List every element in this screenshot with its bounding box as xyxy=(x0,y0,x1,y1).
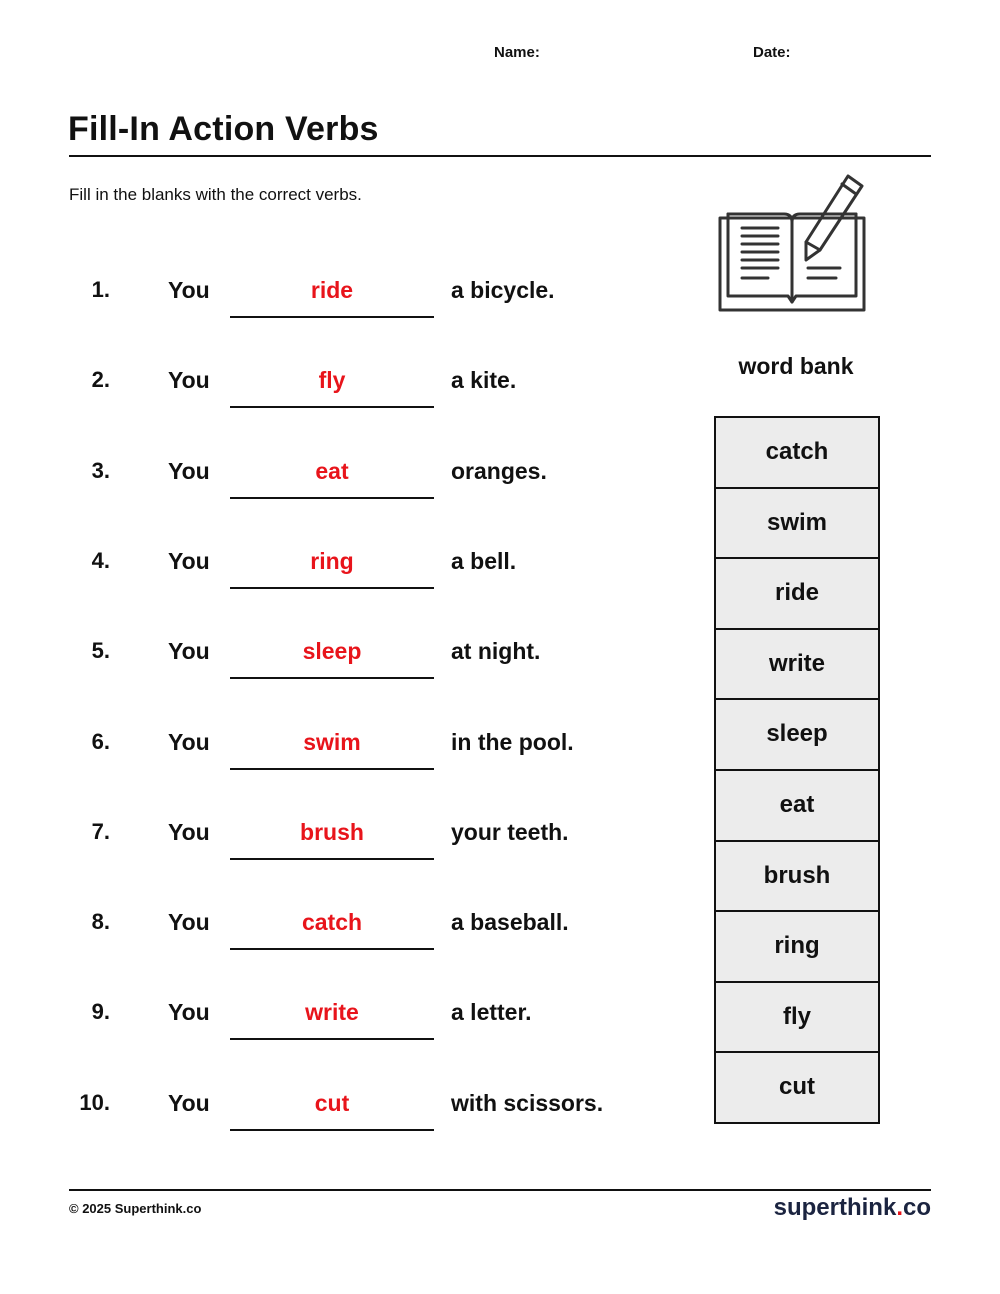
word-bank-item: catch xyxy=(716,418,878,489)
question-number: 6. xyxy=(91,728,110,754)
copyright-text: © 2025 Superthink.co xyxy=(69,1201,202,1216)
answer-text[interactable]: cut xyxy=(314,1089,350,1116)
question-row xyxy=(0,616,700,706)
answer-blank-line xyxy=(230,858,434,860)
question-row xyxy=(0,526,700,616)
word-bank-item: swim xyxy=(716,489,878,560)
brand-tld: co xyxy=(902,1194,931,1221)
answer-text[interactable]: ring xyxy=(310,547,354,574)
name-label: Name: xyxy=(494,44,540,61)
question-subject: You xyxy=(168,457,210,484)
question-predicate: a bicycle. xyxy=(451,277,555,303)
answer-blank-line xyxy=(230,1129,434,1131)
question-row xyxy=(0,436,700,526)
question-subject: You xyxy=(168,1089,210,1116)
footer-divider xyxy=(69,1189,931,1191)
answer-text[interactable]: swim xyxy=(303,728,361,755)
question-predicate: a kite. xyxy=(451,367,517,394)
answer-blank-line xyxy=(230,316,434,318)
title-divider xyxy=(69,155,931,157)
answer-blank-line xyxy=(230,497,434,499)
answer-blank-line xyxy=(230,677,434,679)
question-subject: You xyxy=(168,277,210,303)
word-bank-title: word bank xyxy=(738,353,854,379)
question-predicate: a bell. xyxy=(451,547,517,574)
word-bank-item: sleep xyxy=(716,700,878,771)
question-number: 3. xyxy=(91,457,110,483)
answer-text[interactable]: fly xyxy=(318,367,346,394)
answer-blank-line xyxy=(230,1038,434,1040)
brand-logo[interactable] xyxy=(774,1194,931,1222)
question-row xyxy=(0,887,700,977)
question-predicate: a letter. xyxy=(451,999,532,1026)
question-subject: You xyxy=(168,728,210,755)
answer-blank-line xyxy=(230,406,434,408)
answer-text[interactable]: ride xyxy=(310,277,354,303)
answer-text[interactable]: eat xyxy=(315,457,349,484)
question-subject: You xyxy=(168,367,210,394)
question-subject: You xyxy=(168,547,210,574)
word-bank-table xyxy=(714,416,880,1124)
question-number: 4. xyxy=(91,547,110,573)
question-row xyxy=(0,797,700,887)
question-row xyxy=(0,255,700,345)
question-subject: You xyxy=(168,638,210,665)
question-predicate: a baseball. xyxy=(451,909,569,936)
word-bank-item: fly xyxy=(716,983,878,1054)
question-subject: You xyxy=(168,999,210,1026)
brand-dot: . xyxy=(896,1194,903,1221)
question-row xyxy=(0,345,700,435)
answer-text[interactable]: catch xyxy=(301,909,363,936)
question-number: 8. xyxy=(91,909,110,935)
question-subject: You xyxy=(168,909,210,936)
question-number: 9. xyxy=(91,999,110,1025)
answer-text[interactable]: brush xyxy=(300,818,364,845)
word-bank-item: brush xyxy=(716,842,878,913)
question-row xyxy=(0,977,700,1067)
answer-blank-line xyxy=(230,587,434,589)
word-bank-item: ride xyxy=(716,559,878,630)
question-predicate: your teeth. xyxy=(451,818,569,845)
question-predicate: in the pool. xyxy=(451,728,574,755)
instructions: Fill in the blanks with the correct verbs. xyxy=(69,185,362,204)
answer-text[interactable]: write xyxy=(305,999,359,1026)
question-row xyxy=(0,707,700,797)
question-number: 1. xyxy=(91,277,110,302)
answer-text[interactable]: sleep xyxy=(302,638,362,665)
book-pencil-icon xyxy=(712,170,872,325)
answer-blank-line xyxy=(230,948,434,950)
page-title: Fill-In Action Verbs xyxy=(68,110,379,148)
question-number: 2. xyxy=(91,367,110,393)
brand-name: superthink xyxy=(773,1194,897,1221)
question-number: 10. xyxy=(79,1089,110,1115)
date-label: Date: xyxy=(753,44,791,61)
question-number: 7. xyxy=(91,818,110,844)
question-number: 5. xyxy=(91,638,110,664)
word-bank-item: eat xyxy=(716,771,878,842)
word-bank-item: cut xyxy=(779,1073,815,1101)
question-subject: You xyxy=(168,818,210,845)
question-row xyxy=(0,1068,700,1158)
answer-blank-line xyxy=(230,768,434,770)
question-predicate: at night. xyxy=(451,638,541,665)
question-predicate: with scissors. xyxy=(451,1089,604,1116)
word-bank-item: write xyxy=(716,630,878,701)
question-predicate: oranges. xyxy=(451,457,547,484)
word-bank-item: ring xyxy=(716,912,878,983)
